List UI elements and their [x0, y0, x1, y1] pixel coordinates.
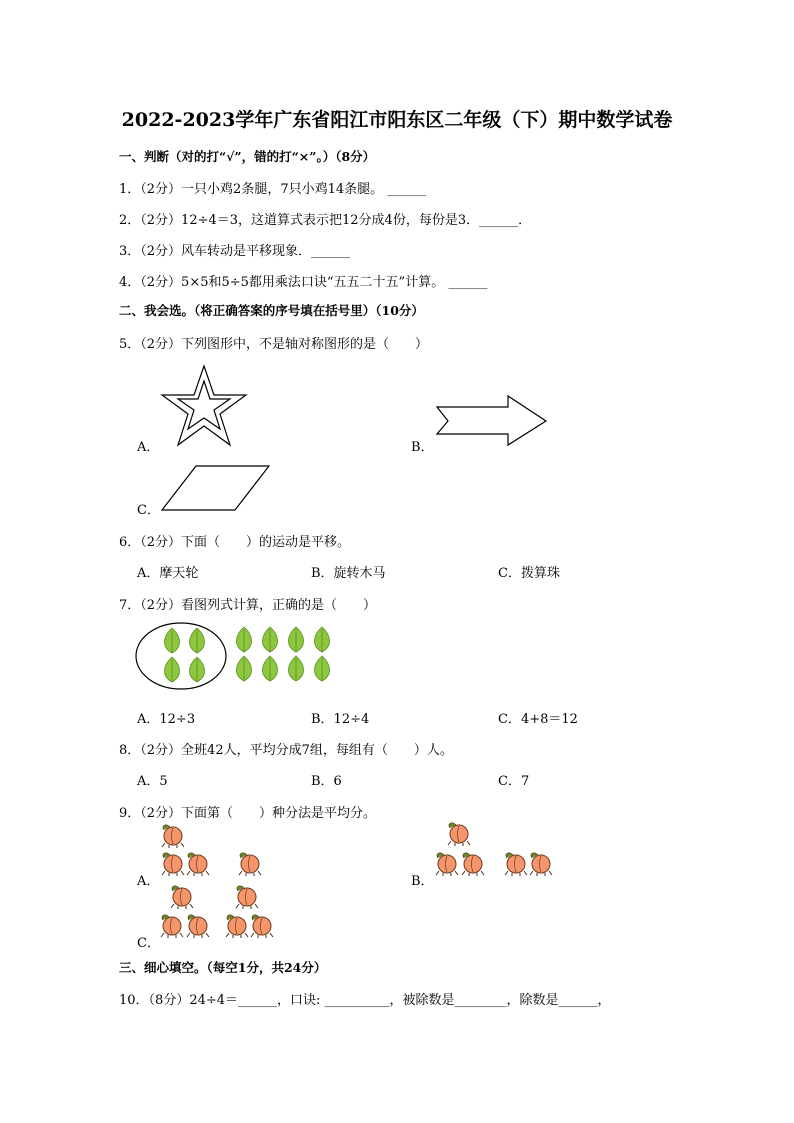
section-2-heading: 二、我会选。（将正确答案的序号填在括号里）（10分）: [119, 303, 424, 318]
question-1: 1．（2分）一只小鸡2条腿，7只小鸡14条腿。 ______: [119, 182, 427, 197]
peach: [162, 853, 184, 876]
peach: [462, 853, 484, 876]
section-3-heading: 三、细心填空。（每空1分，共24分）: [119, 960, 327, 975]
peach: [239, 853, 261, 876]
question-2: 2．（2分）12÷4＝3，这道算式表示把12分成4份，每份是3．______．: [119, 213, 532, 228]
q8-option-a: A．5: [137, 774, 168, 789]
question-6: 6．（2分）下面（ ）的运动是平移。: [119, 535, 351, 550]
q6-option-a: A．摩天轮: [137, 566, 199, 581]
peach: [162, 825, 184, 848]
peach: [251, 915, 273, 938]
q7-option-c: C．4+8＝12: [498, 712, 578, 727]
page-title: 2022-2023学年广东省阳江市阳东区二年级（下）期中数学试卷: [121, 109, 673, 131]
q6-option-b: B．旋转木马: [311, 566, 386, 581]
peach: [187, 853, 209, 876]
question-7: 7．（2分）看图列式计算，正确的是（ ）: [119, 598, 377, 613]
q5-option-a-label: A．: [137, 440, 160, 455]
peach: [226, 915, 248, 938]
question-9: 9．（2分）下面第（ ）种分法是平均分。: [119, 806, 377, 821]
peach: [236, 886, 258, 909]
question-8: 8．（2分）全班42人，平均分成7组，每组有（ ）人。: [119, 743, 453, 758]
q7-option-b: B．12÷4: [311, 712, 370, 727]
peach: [436, 853, 458, 876]
peach: [505, 853, 527, 876]
q6-option-c: C．拨算珠: [498, 566, 560, 581]
question-10: 10．（8分）24÷4＝______，口诀: __________，被除数是________，除数是______，: [119, 993, 611, 1008]
q7-option-a: A．12÷3: [137, 712, 196, 727]
peach: [161, 915, 183, 938]
q9-option-a-label: A．: [137, 874, 160, 889]
q9-option-b-label: B．: [411, 874, 434, 889]
question-3: 3．（2分）风车转动是平移现象．______: [119, 244, 351, 259]
q8-option-c: C．7: [498, 774, 530, 789]
q8-option-b: B．6: [311, 774, 342, 789]
q5-option-b-label: B．: [411, 440, 434, 455]
peach: [187, 915, 209, 938]
q9-option-c-label: C．: [137, 936, 160, 951]
peach: [171, 886, 193, 909]
question-5: 5．（2分）下列图形中，不是轴对称图形的是（ ）: [119, 337, 429, 352]
question-4: 4．（2分）5×5和5÷5都用乘法口诀“五五二十五”计算。 ______: [119, 275, 488, 290]
peach: [530, 853, 552, 876]
q5-option-c-label: C．: [137, 503, 160, 518]
section-1-heading: 一、判断（对的打“√”，错的打“×”。）（8分）: [119, 149, 376, 164]
peach: [448, 823, 470, 846]
